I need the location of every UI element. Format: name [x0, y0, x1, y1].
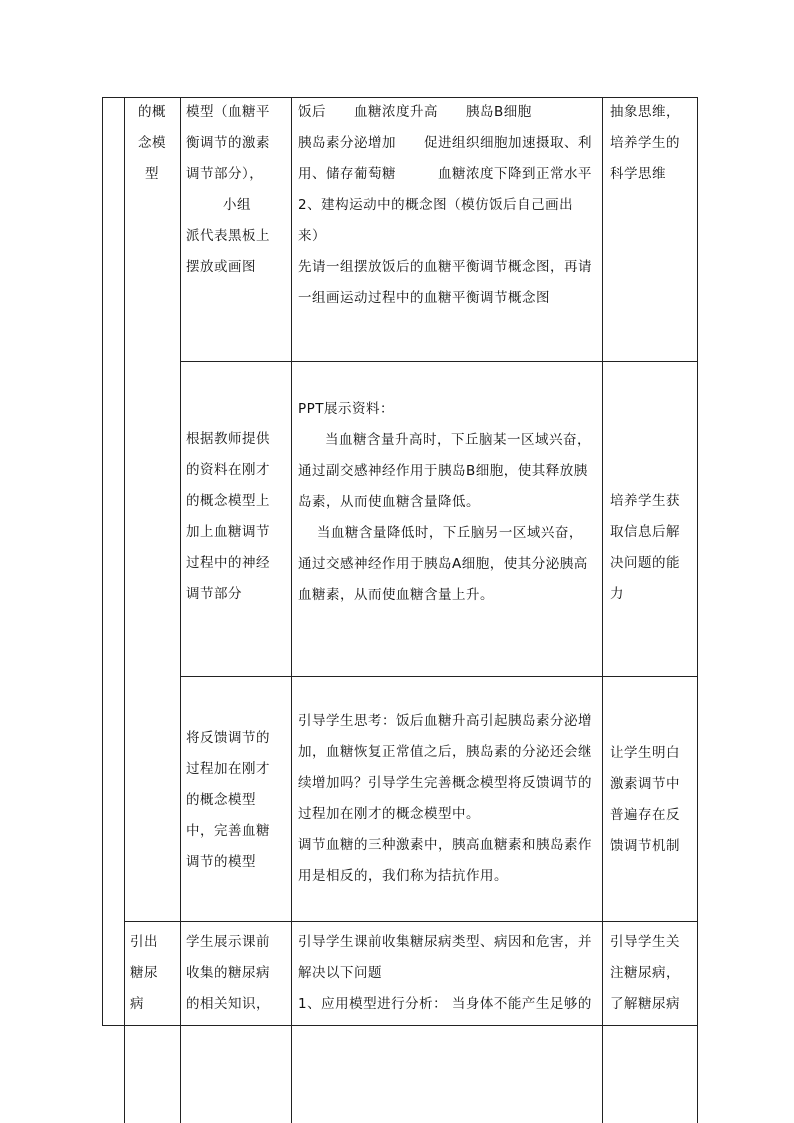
teacher-text: 加，血糖恢复正常值之后，胰岛素的分泌还会继: [298, 744, 592, 760]
purpose-cell: [610, 927, 696, 1020]
table-right-border: [697, 97, 698, 1123]
student-activity-cell: [186, 97, 288, 283]
table-left-border: [102, 97, 103, 1026]
column-divider: [124, 97, 125, 1123]
purpose-text: 取信息后解: [610, 524, 680, 540]
teacher-text: 饭后 血糖浓度升高 胰岛B细胞: [298, 104, 532, 120]
student-text: 中，完善血糖: [186, 823, 270, 839]
teacher-text: 来）: [298, 228, 326, 244]
student-text: 的概念模型上: [186, 493, 270, 509]
purpose-text: 抽象思维，: [610, 104, 680, 120]
purpose-text: 馈调节机制: [610, 838, 680, 854]
student-text: 调节的模型: [186, 854, 256, 870]
teacher-text: 用是相反的，我们称为拮抗作用。: [298, 868, 508, 884]
student-text: 的概念模型: [186, 792, 256, 808]
column-divider: [602, 97, 603, 1123]
teacher-text: 先请一组摆放饭后的血糖平衡调节概念图，再请: [298, 259, 592, 275]
table-page-bottom-border: [102, 1025, 698, 1026]
student-activity-cell: [186, 424, 288, 610]
student-text: 调节部分: [186, 586, 242, 602]
row-divider: [180, 676, 698, 677]
purpose-text: 了解糖尿病: [610, 996, 680, 1012]
student-activity-cell: [186, 927, 288, 1020]
student-text: 调节部分），: [186, 166, 264, 182]
teacher-text: 当血糖含量降低时，下丘脑另一区域兴奋，: [316, 525, 583, 541]
student-text: 过程加在刚才: [186, 761, 270, 777]
student-text: 加上血糖调节: [186, 524, 270, 540]
teacher-activity-cell: [298, 97, 600, 314]
teacher-text: 当血糖含量升高时，下丘脑某一区域兴奋，: [325, 432, 591, 448]
teacher-text: 血糖素，从而使血糖含量上升。: [298, 587, 494, 603]
teacher-text: 岛素，从而使血糖含量降低。: [298, 494, 480, 510]
student-activity-cell: [186, 723, 288, 878]
purpose-text: 让学生明白: [610, 745, 680, 761]
teacher-text-title: PPT展示资料：: [298, 401, 395, 417]
teacher-text: 通过副交感神经作用于胰岛B细胞，使其释放胰: [298, 463, 588, 479]
teacher-text: 一组画运动过程中的血糖平衡调节概念图: [298, 290, 550, 306]
stage-cell: [130, 927, 178, 1020]
column-divider: [291, 97, 292, 1123]
purpose-cell: [610, 738, 696, 862]
teacher-text: 续增加吗？引导学生完善概念模型将反馈调节的: [298, 775, 592, 791]
purpose-cell: [610, 97, 696, 190]
student-text: 收集的糖尿病: [186, 965, 270, 981]
stage-cell: [126, 97, 178, 190]
row-divider: [124, 921, 698, 922]
teacher-text: 过程加在刚才的概念模型中。: [298, 806, 480, 822]
student-text: 根据教师提供: [186, 431, 270, 447]
teacher-text: 调节血糖的三种激素中，胰高血糖素和胰岛素作: [298, 837, 592, 853]
student-text: 的相关知识，: [186, 996, 270, 1012]
purpose-text: 力: [610, 586, 624, 602]
student-text: 摆放或画图: [186, 259, 256, 275]
stage-text: 型: [145, 166, 159, 182]
stage-text: 念模: [138, 135, 166, 151]
purpose-text: 注糖尿病，: [610, 965, 680, 981]
teacher-text: 用、储存葡萄糖 血糖浓度下降到正常水平: [298, 166, 592, 182]
stage-text: 引出: [130, 934, 158, 950]
purpose-cell: [610, 486, 696, 610]
purpose-text: 引导学生关: [610, 934, 680, 950]
column-divider: [180, 97, 181, 1123]
teacher-text: 引导学生思考：饭后血糖升高引起胰岛素分泌增: [298, 713, 592, 729]
teacher-text: 2、建构运动中的概念图（模仿饭后自己画出: [298, 197, 574, 213]
teacher-text: 通过交感神经作用于胰岛A细胞，使其分泌胰高: [298, 556, 588, 572]
teacher-text: 胰岛素分泌增加 促进组织细胞加速摄取、利: [298, 135, 592, 151]
row-divider: [180, 361, 698, 362]
teacher-activity-cell: [298, 706, 600, 892]
purpose-text: 决问题的能: [610, 555, 680, 571]
student-text: 学生展示课前: [186, 934, 270, 950]
student-text: 将反馈调节的: [186, 730, 270, 746]
purpose-text: 科学思维: [610, 166, 666, 182]
stage-text: 的概: [138, 104, 166, 120]
student-text: 派代表黑板上: [186, 228, 270, 244]
teacher-text: 引导学生课前收集糖尿病类型、病因和危害，并: [298, 934, 592, 950]
student-text: 模型（血糖平: [186, 104, 270, 120]
purpose-text: 培养学生获: [610, 493, 680, 509]
student-text: 衡调节的激素: [186, 135, 270, 151]
student-text: 的资料在刚才: [186, 462, 270, 478]
teacher-activity-cell: [298, 394, 600, 611]
stage-text: 病: [130, 996, 144, 1012]
student-text: 过程中的神经: [186, 555, 270, 571]
teacher-activity-cell: [298, 927, 600, 1020]
purpose-text: 普遍存在反: [610, 807, 680, 823]
purpose-text: 培养学生的: [610, 135, 680, 151]
stage-text: 糖尿: [130, 965, 158, 981]
purpose-text: 激素调节中: [610, 776, 680, 792]
teacher-text: 解决以下问题: [298, 965, 382, 981]
student-text: 小组: [223, 197, 251, 213]
teacher-text: 1、应用模型进行分析： 当身体不能产生足够的: [298, 996, 592, 1012]
